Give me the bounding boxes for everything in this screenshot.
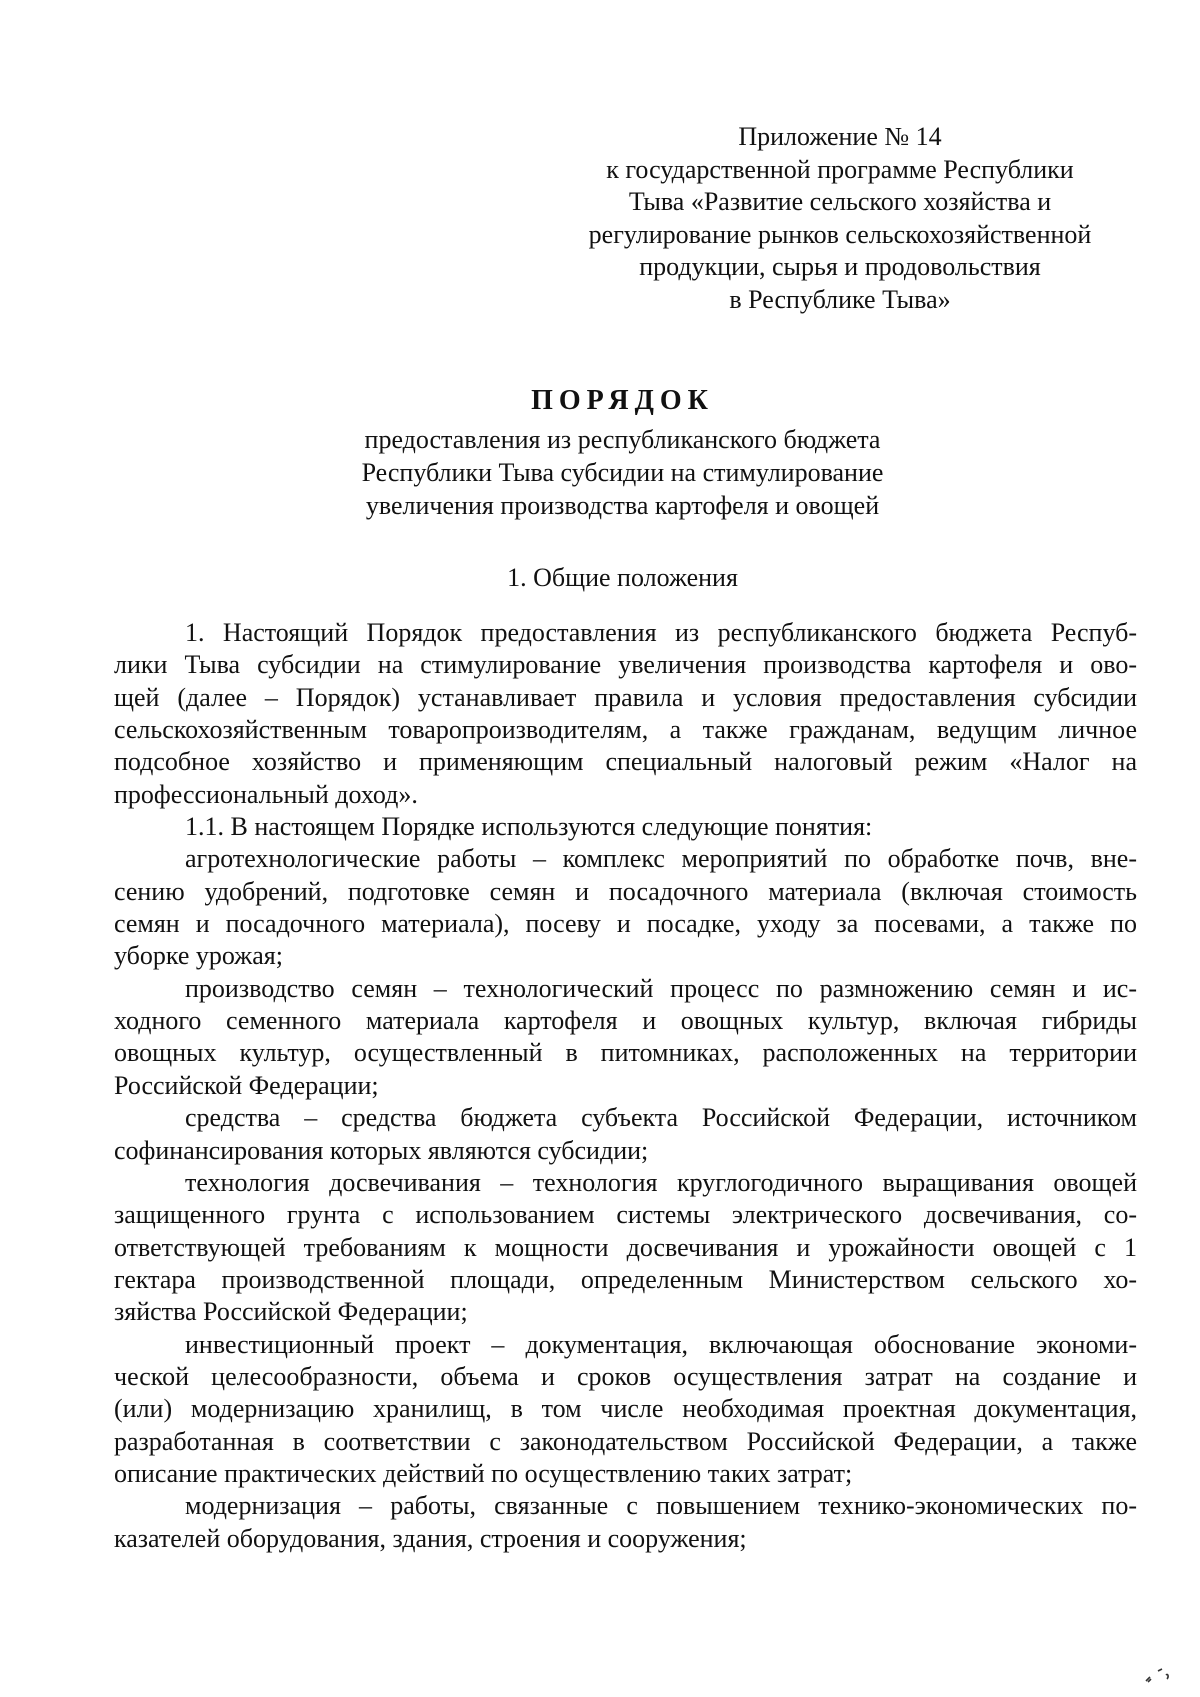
body-line: щей (далее – Порядок) устанавливает правила и условия предоставления субсидии [114,682,1137,712]
body-line: (или) модернизацию хранилищ, в том числе необходимая проектная документация, [114,1394,1137,1424]
subtitle-line: предоставления из республиканского бюджета [364,425,881,454]
appendix-line: Приложение № 14 [738,122,942,151]
body-line: казателей оборудования, здания, строения и сооружения; [114,1523,747,1553]
body-line: сельскохозяйственным товаропроизводителям, а также гражданам, ведущим личное [114,715,1137,745]
body-line: технология досвечивания – технология круглогодичного выращивания овощей [185,1167,1137,1197]
body-line: гектара производственной площади, определенным Министерством сельского хо- [114,1264,1137,1294]
body-line: зяйства Российской Федерации; [114,1297,468,1327]
body-line: софинансирования которых являются субсидии; [114,1135,649,1165]
body-line: профессиональный доход». [114,779,418,809]
body-line: сению удобрений, подготовке семян и посадочного материала (включая стоимость [114,876,1137,906]
body-line: 1.1. В настоящем Порядке используются следующие понятия: [185,812,873,842]
body-line: производство семян – технологический процесс по размножению семян и ис- [185,973,1137,1003]
subtitle-line: увеличения производства картофеля и овощей [365,491,880,520]
body-line: семян и посадочного материала), посеву и посадке, уходу за посевами, а также по [114,909,1137,939]
body-line: ходного семенного материала картофеля и овощных культур, включая гибриды [114,1006,1137,1036]
body-line: ответствующей требованиям к мощности досвечивания и урожайности овощей с 1 [114,1232,1137,1262]
appendix-line: регулирование рынков сельскохозяйственной [588,219,1092,249]
body-line: защищенного грунта с использованием системы электрического досвечивания, со- [114,1200,1137,1230]
appendix-line: Тыва «Развитие сельского хозяйства и [628,187,1052,217]
appendix-line: продукции, сырья и продовольствия [639,252,1041,282]
body-line: описание практических действий по осуществлению таких затрат; [114,1458,853,1488]
body-line: ческой целесообразности, объема и сроков осуществления затрат на создание и [114,1361,1137,1391]
body-line: Российской Федерации; [114,1070,379,1100]
body-line: разработанная в соответствии с законодательством Российской Федерации, а также [114,1426,1137,1456]
body-line: модернизация – работы, связанные с повышением технико-экономических по- [185,1491,1137,1521]
appendix-line: в Республике Тыва» [729,284,951,314]
scan-mark-icon [1144,1665,1174,1685]
document-subtitle [0,423,1200,522]
subtitle-line: Республики Тыва субсидии на стимулирование [361,458,884,487]
title-block [0,383,1200,594]
body-line: овощных культур, осуществленный в питомниках, расположенных на территории [114,1038,1137,1068]
body-line: инвестиционный проект – документация, включающая обоснование экономи- [185,1329,1137,1359]
appendix-block [560,121,1120,317]
body-line: уборке урожая; [114,941,283,971]
appendix-line: к государственной программе Республики [606,154,1074,184]
section-heading: 1. Общие положения [507,563,738,592]
body-line: 1. Настоящий Порядок предоставления из республиканского бюджета Респуб- [185,618,1137,647]
body-line: подсобное хозяйство и применяющим специальный налоговый режим «Налог на [114,747,1137,777]
body-line: средства – средства бюджета субъекта Российской Федерации, источником [185,1103,1137,1133]
document-body [114,617,1137,1555]
document-title: ПОРЯДОК [531,385,714,416]
body-line: агротехнологические работы – комплекс мероприятий по обработке почв, вне- [185,844,1137,874]
body-line: лики Тыва субсидии на стимулирование увеличения производства картофеля и ово- [114,650,1137,680]
